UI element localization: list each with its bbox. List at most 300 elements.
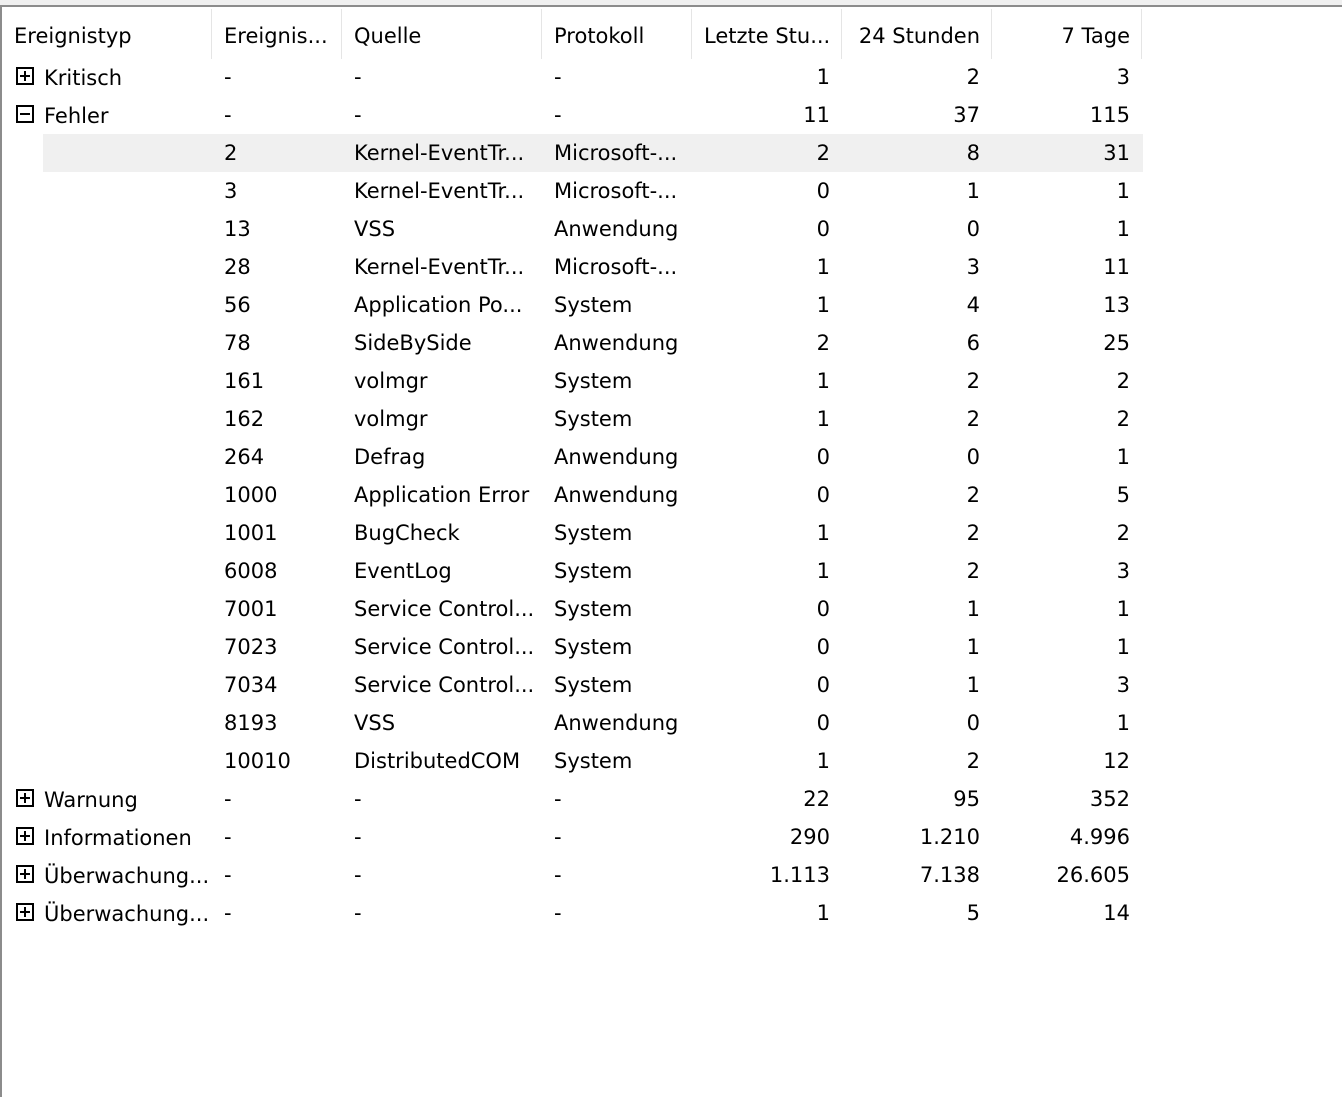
cell-text: 31 xyxy=(1103,141,1130,165)
group-row[interactable] xyxy=(2,780,1142,818)
cell-source xyxy=(342,172,542,210)
cell-event-type xyxy=(2,400,212,438)
cell-text: 1 xyxy=(1116,445,1130,469)
cell-7-days xyxy=(992,400,1142,438)
cell-text: 56 xyxy=(224,293,251,317)
cell-text: Service Control... xyxy=(354,635,535,659)
cell-text: 2 xyxy=(966,483,980,507)
expand-icon[interactable] xyxy=(16,67,34,85)
cell-24-hours xyxy=(842,248,992,286)
cell-event-id xyxy=(212,552,342,590)
cell-7-days xyxy=(992,476,1142,514)
cell-text: 78 xyxy=(224,331,251,355)
cell-text: 3 xyxy=(1116,559,1130,583)
cell-last-hour xyxy=(692,894,842,932)
cell-source xyxy=(342,438,542,476)
cell-text: 2 xyxy=(966,559,980,583)
cell-text: Microsoft-... xyxy=(554,179,678,203)
cell-text: 1 xyxy=(816,521,830,545)
cell-text: DistributedCOM xyxy=(354,749,521,773)
cell-last-hour xyxy=(692,552,842,590)
cell-event-type xyxy=(2,818,212,856)
group-row[interactable] xyxy=(2,58,1142,96)
column-header-last-hour[interactable]: Letzte Stu... xyxy=(692,9,842,59)
cell-event-id xyxy=(212,248,342,286)
cell-text: Service Control... xyxy=(354,673,535,697)
cell-text: 6008 xyxy=(224,559,278,583)
table-row[interactable] xyxy=(2,134,1142,172)
cell-7-days xyxy=(992,856,1142,894)
cell-7-days xyxy=(992,58,1142,96)
cell-text: 1 xyxy=(816,901,830,925)
table-row[interactable] xyxy=(2,666,1142,704)
cell-text: 13 xyxy=(1103,293,1130,317)
cell-text: 0 xyxy=(816,179,830,203)
cell-text: 1.113 xyxy=(769,863,830,887)
cell-text: - xyxy=(554,863,562,887)
column-header-log[interactable]: Protokoll xyxy=(542,9,692,59)
cell-source xyxy=(342,58,542,96)
cell-text: 37 xyxy=(953,103,980,127)
cell-text: System xyxy=(554,559,633,583)
cell-text: 2 xyxy=(966,521,980,545)
cell-event-id xyxy=(212,362,342,400)
cell-text: volmgr xyxy=(354,407,428,431)
cell-text: - xyxy=(354,825,362,849)
cell-text: 2 xyxy=(1116,369,1130,393)
cell-source xyxy=(342,362,542,400)
cell-log xyxy=(542,704,692,742)
cell-24-hours xyxy=(842,324,992,362)
cell-event-id xyxy=(212,476,342,514)
cell-last-hour xyxy=(692,818,842,856)
cell-last-hour xyxy=(692,362,842,400)
table-row[interactable] xyxy=(2,552,1142,590)
cell-text: 7034 xyxy=(224,673,278,697)
cell-event-type xyxy=(2,704,212,742)
table-row[interactable] xyxy=(2,742,1142,780)
cell-24-hours xyxy=(842,210,992,248)
collapse-icon[interactable] xyxy=(16,105,34,123)
cell-log xyxy=(542,552,692,590)
cell-text: 4.996 xyxy=(1069,825,1130,849)
cell-text: Warnung xyxy=(44,788,138,812)
table-row[interactable] xyxy=(2,362,1142,400)
cell-text: System xyxy=(554,635,633,659)
cell-event-id xyxy=(212,172,342,210)
table-row[interactable] xyxy=(2,514,1142,552)
table-row[interactable] xyxy=(2,590,1142,628)
cell-last-hour xyxy=(692,628,842,666)
cell-event-type xyxy=(2,476,212,514)
cell-text: 25 xyxy=(1103,331,1130,355)
cell-event-id xyxy=(212,134,342,172)
cell-event-type xyxy=(2,742,212,780)
cell-text: Kernel-EventTr... xyxy=(354,179,525,203)
cell-log xyxy=(542,172,692,210)
cell-text: 2 xyxy=(966,749,980,773)
column-header-row xyxy=(2,9,1142,59)
cell-event-type xyxy=(2,96,212,134)
cell-event-id xyxy=(212,400,342,438)
table-row[interactable] xyxy=(2,324,1142,362)
cell-24-hours xyxy=(842,742,992,780)
cell-24-hours xyxy=(842,514,992,552)
column-header-source[interactable]: Quelle xyxy=(342,9,542,59)
cell-source xyxy=(342,856,542,894)
cell-text: System xyxy=(554,749,633,773)
cell-last-hour xyxy=(692,248,842,286)
cell-event-type xyxy=(2,58,212,96)
cell-log xyxy=(542,894,692,932)
cell-24-hours xyxy=(842,818,992,856)
cell-event-type xyxy=(2,172,212,210)
cell-7-days xyxy=(992,704,1142,742)
cell-text: volmgr xyxy=(354,369,428,393)
cell-text: 1 xyxy=(966,673,980,697)
cell-source xyxy=(342,780,542,818)
cell-text: 0 xyxy=(816,483,830,507)
cell-source xyxy=(342,210,542,248)
cell-text: 161 xyxy=(224,369,265,393)
cell-24-hours xyxy=(842,362,992,400)
cell-7-days xyxy=(992,552,1142,590)
cell-7-days xyxy=(992,780,1142,818)
cell-event-id xyxy=(212,628,342,666)
cell-text: 1 xyxy=(966,635,980,659)
cell-text: 0 xyxy=(966,445,980,469)
cell-24-hours xyxy=(842,894,992,932)
cell-text: Überwachung... xyxy=(44,902,210,926)
cell-text: - xyxy=(554,901,562,925)
cell-text: 3 xyxy=(1116,673,1130,697)
cell-text: 8 xyxy=(966,141,980,165)
cell-source xyxy=(342,666,542,704)
cell-7-days xyxy=(992,894,1142,932)
cell-text: 2 xyxy=(966,65,980,89)
cell-text: Fehler xyxy=(44,104,109,128)
cell-event-type xyxy=(2,286,212,324)
cell-log xyxy=(542,324,692,362)
group-row[interactable] xyxy=(2,894,1142,932)
table-row[interactable] xyxy=(2,628,1142,666)
cell-24-hours xyxy=(842,400,992,438)
cell-event-type xyxy=(2,248,212,286)
cell-last-hour xyxy=(692,286,842,324)
cell-7-days xyxy=(992,666,1142,704)
cell-event-id xyxy=(212,438,342,476)
cell-text: 2 xyxy=(224,141,238,165)
cell-source xyxy=(342,134,542,172)
cell-text: 1 xyxy=(1116,597,1130,621)
group-row[interactable] xyxy=(2,96,1142,134)
cell-24-hours xyxy=(842,286,992,324)
cell-text: 2 xyxy=(816,331,830,355)
cell-event-type xyxy=(2,324,212,362)
cell-event-type xyxy=(2,552,212,590)
table-body xyxy=(2,58,1142,932)
cell-7-days xyxy=(992,96,1142,134)
cell-text: 7023 xyxy=(224,635,278,659)
cell-text: Microsoft-... xyxy=(554,141,678,165)
cell-text: SideBySide xyxy=(354,331,472,355)
cell-last-hour xyxy=(692,210,842,248)
cell-text: Anwendung xyxy=(554,331,679,355)
cell-event-id xyxy=(212,780,342,818)
cell-text: EventLog xyxy=(354,559,452,583)
cell-7-days xyxy=(992,134,1142,172)
cell-source xyxy=(342,514,542,552)
cell-text: 1 xyxy=(816,749,830,773)
cell-text: - xyxy=(554,787,562,811)
cell-text: System xyxy=(554,597,633,621)
cell-text: Überwachung... xyxy=(44,864,210,888)
group-row[interactable] xyxy=(2,856,1142,894)
cell-text: 95 xyxy=(953,787,980,811)
cell-text: 6 xyxy=(966,331,980,355)
cell-log xyxy=(542,438,692,476)
cell-last-hour xyxy=(692,514,842,552)
cell-event-type xyxy=(2,590,212,628)
cell-source xyxy=(342,248,542,286)
cell-event-type xyxy=(2,210,212,248)
cell-text: 2 xyxy=(1116,521,1130,545)
cell-last-hour xyxy=(692,96,842,134)
cell-text: 1 xyxy=(816,559,830,583)
cell-event-type xyxy=(2,666,212,704)
column-header-event-type[interactable]: Ereignistyp xyxy=(2,9,212,59)
cell-source xyxy=(342,96,542,134)
cell-event-id xyxy=(212,590,342,628)
cell-text: System xyxy=(554,673,633,697)
cell-text: System xyxy=(554,293,633,317)
cell-source xyxy=(342,324,542,362)
cell-source xyxy=(342,742,542,780)
cell-source xyxy=(342,704,542,742)
cell-text: Service Control... xyxy=(354,597,535,621)
cell-log xyxy=(542,856,692,894)
group-row[interactable] xyxy=(2,818,1142,856)
table-row[interactable] xyxy=(2,172,1142,210)
cell-event-type xyxy=(2,438,212,476)
cell-7-days xyxy=(992,514,1142,552)
column-header-7-days[interactable]: 7 Tage xyxy=(992,9,1142,59)
cell-text: 7.138 xyxy=(919,863,980,887)
cell-text: 1 xyxy=(816,407,830,431)
cell-text: 13 xyxy=(224,217,251,241)
cell-event-id xyxy=(212,894,342,932)
cell-log xyxy=(542,818,692,856)
cell-last-hour xyxy=(692,172,842,210)
cell-last-hour xyxy=(692,324,842,362)
cell-text: 1 xyxy=(966,597,980,621)
table-row[interactable] xyxy=(2,400,1142,438)
cell-text: 0 xyxy=(816,597,830,621)
cell-24-hours xyxy=(842,590,992,628)
cell-log xyxy=(542,286,692,324)
cell-last-hour xyxy=(692,742,842,780)
cell-text: 1.210 xyxy=(919,825,980,849)
cell-text: 1 xyxy=(816,255,830,279)
cell-event-id xyxy=(212,96,342,134)
cell-text: 22 xyxy=(803,787,830,811)
cell-text: 1 xyxy=(1116,711,1130,735)
cell-text: 3 xyxy=(1116,65,1130,89)
cell-last-hour xyxy=(692,780,842,818)
cell-text: Kritisch xyxy=(44,66,123,90)
cell-7-days xyxy=(992,324,1142,362)
cell-event-id xyxy=(212,58,342,96)
cell-24-hours xyxy=(842,476,992,514)
cell-last-hour xyxy=(692,856,842,894)
cell-text: 1001 xyxy=(224,521,278,545)
cell-text: - xyxy=(224,901,232,925)
cell-24-hours xyxy=(842,438,992,476)
cell-text: - xyxy=(224,103,232,127)
cell-text: 10010 xyxy=(224,749,291,773)
cell-text: 0 xyxy=(816,445,830,469)
cell-source xyxy=(342,400,542,438)
cell-event-id xyxy=(212,286,342,324)
cell-last-hour xyxy=(692,438,842,476)
cell-event-type xyxy=(2,628,212,666)
cell-text: 11 xyxy=(803,103,830,127)
cell-event-type xyxy=(2,134,212,172)
cell-last-hour xyxy=(692,590,842,628)
table-row[interactable] xyxy=(2,210,1142,248)
cell-text: Anwendung xyxy=(554,217,679,241)
cell-log xyxy=(542,58,692,96)
cell-text: System xyxy=(554,369,633,393)
cell-event-id xyxy=(212,324,342,362)
cell-24-hours xyxy=(842,58,992,96)
cell-text: 11 xyxy=(1103,255,1130,279)
cell-event-id xyxy=(212,704,342,742)
cell-last-hour xyxy=(692,704,842,742)
cell-text: Application Po... xyxy=(354,293,523,317)
cell-text: 2 xyxy=(966,407,980,431)
column-header-event-id[interactable]: Ereignis... xyxy=(212,9,342,59)
cell-24-hours xyxy=(842,628,992,666)
expand-icon[interactable] xyxy=(16,865,34,883)
cell-log xyxy=(542,476,692,514)
cell-log xyxy=(542,362,692,400)
table-row[interactable] xyxy=(2,248,1142,286)
cell-text: System xyxy=(554,407,633,431)
cell-source xyxy=(342,590,542,628)
cell-24-hours xyxy=(842,856,992,894)
cell-log xyxy=(542,248,692,286)
cell-event-id xyxy=(212,210,342,248)
cell-event-type xyxy=(2,856,212,894)
cell-7-days xyxy=(992,362,1142,400)
cell-7-days xyxy=(992,818,1142,856)
cell-log xyxy=(542,666,692,704)
cell-log xyxy=(542,628,692,666)
cell-text: - xyxy=(224,825,232,849)
expand-icon[interactable] xyxy=(16,903,34,921)
cell-text: VSS xyxy=(354,217,396,241)
cell-text: - xyxy=(554,65,562,89)
cell-text: 0 xyxy=(966,711,980,735)
cell-text: - xyxy=(554,103,562,127)
cell-7-days xyxy=(992,742,1142,780)
expand-icon[interactable] xyxy=(16,789,34,807)
cell-text: System xyxy=(554,521,633,545)
cell-text: 0 xyxy=(816,711,830,735)
cell-text: - xyxy=(354,901,362,925)
cell-text: 8193 xyxy=(224,711,278,735)
cell-text: 5 xyxy=(966,901,980,925)
cell-text: VSS xyxy=(354,711,396,735)
cell-text: 0 xyxy=(966,217,980,241)
cell-text: Application Error xyxy=(354,483,530,507)
event-summary-list-view xyxy=(0,5,1342,1097)
cell-event-type xyxy=(2,780,212,818)
cell-log xyxy=(542,400,692,438)
cell-text: 2 xyxy=(816,141,830,165)
table-row[interactable] xyxy=(2,286,1142,324)
cell-text: 264 xyxy=(224,445,265,469)
cell-7-days xyxy=(992,172,1142,210)
cell-text: - xyxy=(354,103,362,127)
cell-text: 1 xyxy=(1116,635,1130,659)
cell-text: 3 xyxy=(224,179,238,203)
cell-last-hour xyxy=(692,58,842,96)
cell-source xyxy=(342,286,542,324)
cell-text: - xyxy=(224,863,232,887)
cell-text: 12 xyxy=(1103,749,1130,773)
table-row[interactable] xyxy=(2,438,1142,476)
cell-text: - xyxy=(224,787,232,811)
cell-event-id xyxy=(212,514,342,552)
cell-text: 28 xyxy=(224,255,251,279)
cell-last-hour xyxy=(692,134,842,172)
cell-text: 2 xyxy=(1116,407,1130,431)
cell-7-days xyxy=(992,286,1142,324)
cell-text: 115 xyxy=(1089,103,1130,127)
expand-icon[interactable] xyxy=(16,827,34,845)
cell-text: Anwendung xyxy=(554,483,679,507)
cell-text: 0 xyxy=(816,217,830,241)
cell-24-hours xyxy=(842,134,992,172)
cell-text: Anwendung xyxy=(554,711,679,735)
cell-text: 1 xyxy=(1116,179,1130,203)
cell-log xyxy=(542,96,692,134)
cell-7-days xyxy=(992,248,1142,286)
cell-text: 14 xyxy=(1103,901,1130,925)
cell-24-hours xyxy=(842,552,992,590)
column-header-24-hours[interactable]: 24 Stunden xyxy=(842,9,992,59)
table-row[interactable] xyxy=(2,704,1142,742)
cell-source xyxy=(342,552,542,590)
cell-text: 1000 xyxy=(224,483,278,507)
cell-text: 290 xyxy=(789,825,830,849)
table-row[interactable] xyxy=(2,476,1142,514)
cell-text: 2 xyxy=(966,369,980,393)
cell-24-hours xyxy=(842,96,992,134)
cell-log xyxy=(542,742,692,780)
cell-text: Microsoft-... xyxy=(554,255,678,279)
cell-event-type xyxy=(2,514,212,552)
cell-7-days xyxy=(992,628,1142,666)
cell-text: 26.605 xyxy=(1056,863,1130,887)
cell-event-id xyxy=(212,856,342,894)
cell-text: 4 xyxy=(966,293,980,317)
cell-log xyxy=(542,514,692,552)
cell-text: 1 xyxy=(816,65,830,89)
cell-last-hour xyxy=(692,666,842,704)
